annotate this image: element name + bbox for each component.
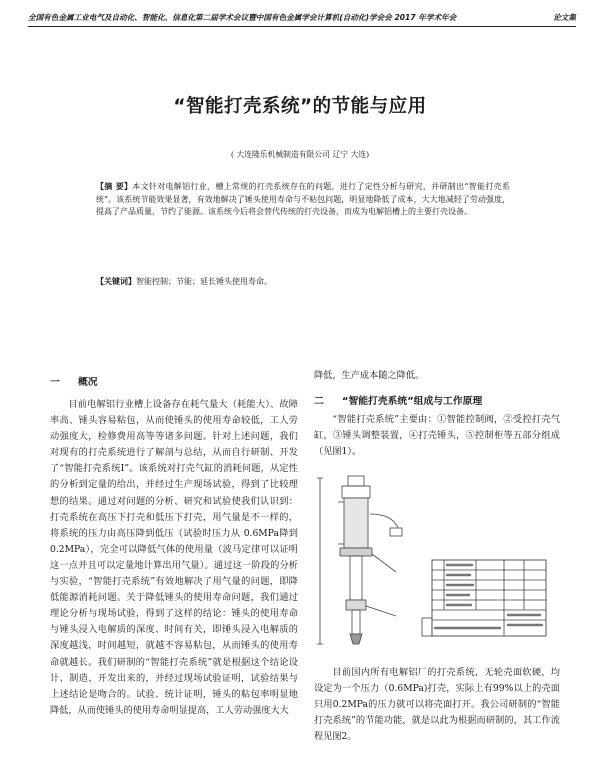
control-valve xyxy=(390,528,402,536)
cylinder-cap xyxy=(348,476,364,486)
abstract-label: 【摘 要】 xyxy=(96,182,133,191)
section1-paragraph: 目前电解铝行业槽上设备存在耗气量大（耗能大）、故障率高、锤头容易粘包，从而使锤头的使用寿命较低，工人劳动强度大，检修费用高等等诸多问题。针对上述问题，我们对现有的打壳系统进行了解剖与总结，从而自行研制、开发了“智能打壳系统Ⅰ”。该系统对打壳气缸的消耗问题，从定性的分析到定量的给出，并经过生产现场试验，得到了比较理想的结果。通过对问题的分析、研究和试验使我们认识到：打壳系统在高压下打壳和低压下打壳，用气量是不一样的，将系统的压力由高压降到低压（试验时压力从 0.6MPa降到0.2MPa），完全可以降低气体的使用量（波马定律可以证明这一点并且可以定量地计算出用气量）。通过这一阶段的分析与实验，“智能打壳系统”有效地解决了用气量的问题，即降低能源消耗问题。关于降低锤头的使用寿命问题，我们通过理论分析与现场试验，得到了这样的结论：锤头的使用寿命与锤头浸入电解质的深度、时间有关，即锤头浸入电解质的深度越浅，时间越短，就越不容易粘包，从而锤头的使用寿命就越长。我们研制的“智能打壳系统”就是根据这个结论设计、制造、开发出来的，并经过现场试验证明，试验结果与上述结论是吻合的。试验、统计证明，锤头的粘包率明显地降低，从而使锤头的使用寿命明显提高，工人劳动强度大大 xyxy=(50,399,298,716)
header-conference: 全国有色金属工业电气及自动化、智能化、信息化第二届学术会议暨中国有色金属学会计算机(自动化)学会会 2017 年学术年会 xyxy=(28,13,457,22)
keywords-label: 【关键词】 xyxy=(96,277,136,286)
author-affiliation: ( 大连隆乐机械制造有限公司 辽宁 大连) xyxy=(230,150,370,159)
figure-1-drawing xyxy=(314,468,560,654)
leader-line xyxy=(372,554,396,572)
section-number: 一 xyxy=(50,377,60,388)
keywords xyxy=(96,276,510,289)
section-heading-overview xyxy=(50,374,98,388)
section-title: 概况 xyxy=(78,377,98,388)
engineering-drawing xyxy=(314,468,560,654)
keywords-text: 智能控制；节能；延长锤头使用寿命。 xyxy=(136,277,272,286)
section-number: 二 xyxy=(314,396,324,407)
right-column-top xyxy=(314,368,560,384)
section2-paragraph: “智能打壳系统”主要由：①智能控制阀，②受控打壳气缸，③锤头调整装置，④打壳锤头，⑤控制柜等五部分组成（见图1）。 xyxy=(314,414,560,458)
title-block-text-marks xyxy=(435,565,542,628)
section-heading-composition xyxy=(314,393,482,407)
air-pipe xyxy=(370,514,398,528)
piston-rod xyxy=(350,556,362,600)
paper-title: “智能打壳系统”的节能与应用 xyxy=(173,96,427,117)
abstract-text: 本文针对电解铝行业，槽上常规的打壳系统存在的问题，进行了定性分析与研究，并研制出“智能打壳系统”。该系统节能效果显著，有效地解决了锤头使用寿命与不粘包问题，明显地降低了成本，大大地减轻了劳动强度，提高了产品质量，节约了能源。该系统今后将会替代传统的打壳设备，而成为电解铝槽上的主要打壳设备。 xyxy=(96,182,510,217)
right-column-bottom xyxy=(314,665,560,745)
hammer-head xyxy=(350,634,362,644)
header-rule xyxy=(28,26,576,27)
process-paragraph: 目前国内所有电解铝厂的打壳系统，无轮壳面软硬，均设定为一个压力（0.6MPa)打壳，实际上有99%以上的壳面只用0.2MPa的压力就可以将壳面打开。我公司研制的“智能打壳系统”的节能功能，就是以此为根据而研制的，其工作流程见图2。 xyxy=(314,667,560,743)
cylinder-body xyxy=(344,498,368,548)
right-column-mid xyxy=(314,412,560,460)
section-title: “智能打壳系统”组成与工作原理 xyxy=(342,396,483,407)
hammer-adjuster xyxy=(346,600,366,610)
leader-line xyxy=(366,606,396,616)
continued-paragraph: 降低，生产成本随之降低。 xyxy=(314,370,425,381)
hammer-shaft xyxy=(352,610,360,634)
left-column xyxy=(50,397,298,719)
abstract xyxy=(96,181,510,219)
header-collection: 论文集 xyxy=(553,13,576,22)
